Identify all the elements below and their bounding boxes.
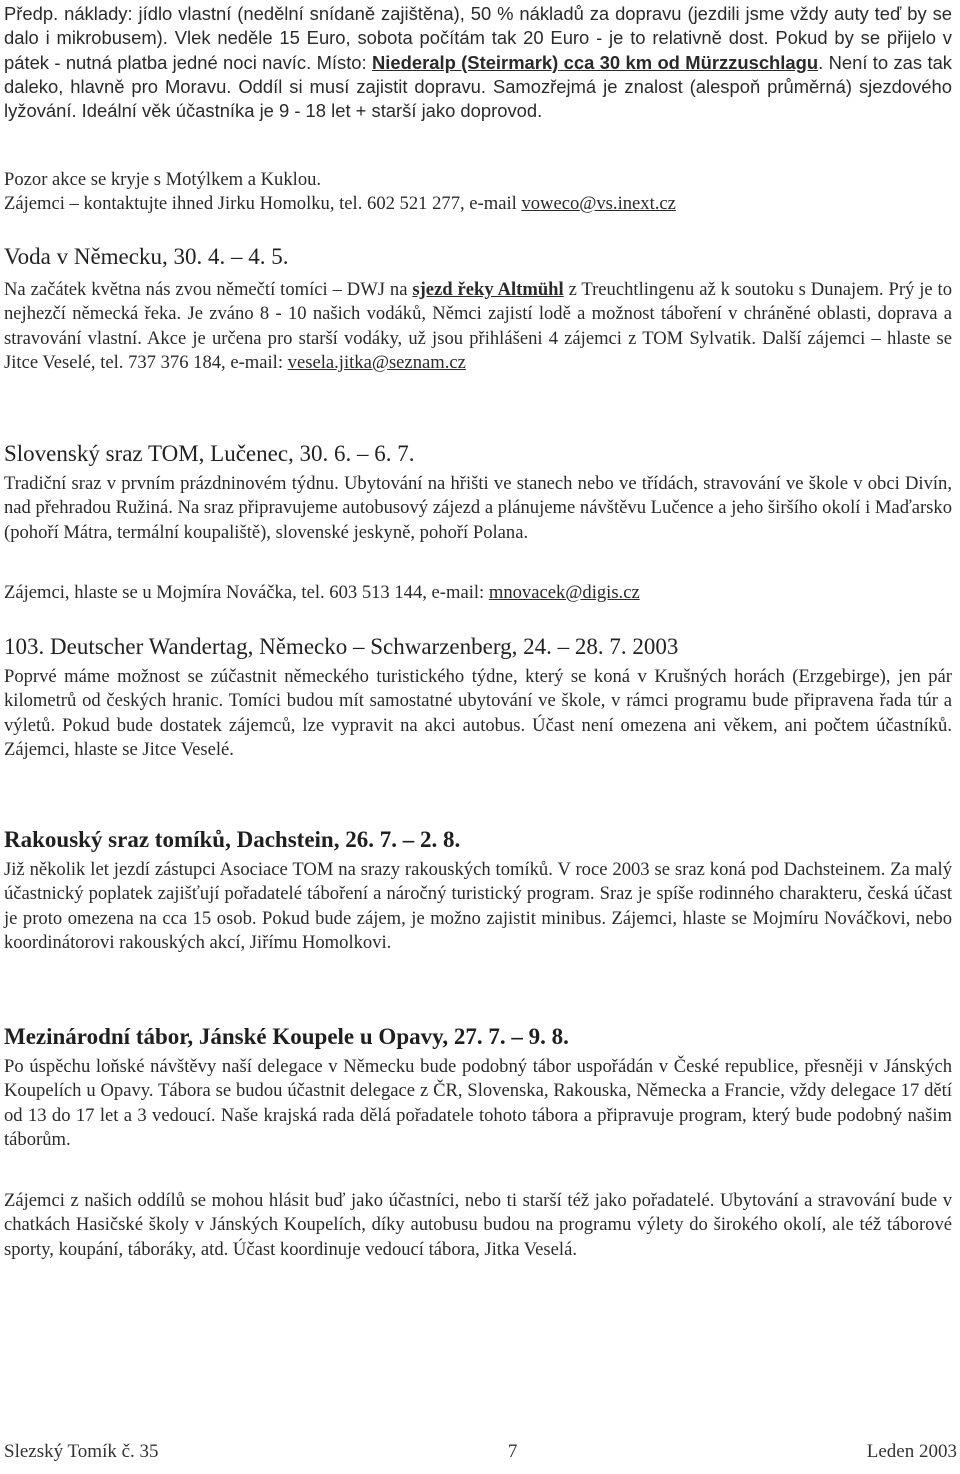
location-place: Niederalp (Steirmark) cca 30 km od Mürzzuschlagu (372, 51, 819, 73)
location-label: Místo: (316, 51, 373, 73)
slovensky-heading: Slovenský sraz TOM, Lučenec, 30. 6. – 6. 7. (4, 441, 415, 466)
slovensky-paragraph (4, 472, 952, 545)
footer-publication: Slezský Tomík č. 35 (4, 1441, 159, 1462)
voda-email-link[interactable]: vesela.jitka@seznam.cz (287, 351, 466, 373)
rakousky-heading: Rakouský sraz tomíků, Dachstein, 26. 7. – 2. 8. (4, 827, 461, 852)
slovensky-contact (4, 581, 952, 605)
voda-river-link[interactable]: sjezd řeky Altmühl (412, 279, 564, 300)
footer-date: Leden 2003 (866, 1441, 957, 1462)
cost-text: Předp. náklady: jídlo vlastní (nedělní snídaně zajištěna), 50 % nákladů za dopravu (jezdili jsme vždy auty teď by se dalo i mikrobusem). Vlek neděle 15 Euro, sobota počítám tak 20 Euro - je to relativně dost. Pokud by se přijelo v pátek - nutná platba jedné noci navíc. (4, 3, 952, 73)
footer-page-number: 7 (507, 1441, 518, 1462)
contact-email-link[interactable]: voweco@vs.inext.cz (521, 193, 676, 214)
voda-text-b: z Treuchtlingenu až k soutoku s Dunajem. Prý je to nejhezčí německá řeka. Je zváno 8 - 10 našich vodáků, Němci zajistí lodě a možnost táboření v chráněné oblasti, doprava a stravování vlastní. Akce je určena pro starší vodáky, už jsou přihlášeni 4 zájemci z TOM Sylvatik. Další zájemci – hlaste se Jitce Veselé, tel. 737 376 184, e-mail: (4, 279, 953, 373)
intro-paragraph (4, 2, 952, 123)
wandertag-paragraph (4, 665, 952, 762)
contact-paragraph (4, 192, 952, 216)
mezinarodni-heading: Mezinárodní tábor, Jánské Koupele u Opavy, 27. 7. – 9. 8. (4, 1024, 569, 1049)
contact-text: Zájemci – kontaktujte ihned Jirku Homolku, tel. 602 521 277, e-mail (4, 193, 522, 214)
wandertag-heading: 103. Deutscher Wandertag, Německo – Schwarzenberg, 24. – 28. 7. 2003 (4, 634, 679, 659)
location-details: . Není to zas tak daleko, hlavně pro Moravu. Oddíl si musí zajistit dopravu. Samozřejmá je znalost (alespoň průměrná) sjezdového lyžování. Ideální věk účastníka je 9 - 18 let + starší jako doprovod. (4, 51, 952, 122)
slovensky-email-link[interactable]: mnovacek@digis.cz (488, 582, 640, 603)
mezinarodni-paragraph-2 (4, 1189, 952, 1262)
voda-paragraph (4, 278, 952, 375)
mezinarodni-text: Po úspěchu loňské návštěvy naší delegace v Německu bude podobný tábor uspořádán v České republice, přesněji v Jánských Koupelích u Opavy. Tábora se budou účastnit delegace z ČR, Slovenska, Rakouska, Německa a Francie, vždy delegace 17 dětí od 13 do 17 let a 3 vedoucí. Naše krajská rada dělá pořadatele tohoto tábora a připravuje program, který bude podobný našim táborům. (4, 1056, 952, 1150)
voda-heading: Voda v Německu, 30. 4. – 4. 5. (4, 244, 289, 269)
warning-text: Pozor akce se kryje s Motýlkem a Kuklou. (4, 169, 322, 190)
slovensky-contact-text: Zájemci, hlaste se u Mojmíra Nováčka, tel. 603 513 144, e-mail: (4, 582, 489, 603)
wandertag-text: Poprvé máme možnost se zúčastnit německého turistického týdne, který se koná v Krušných horách (Erzgebirge), jen pár kilometrů od českých hranic. Tomíci budou mít samostatné ubytování ve škole, v rámci programu bude připravena řada túr a výletů. Pokud bude dostatek zájemců, lze vypravit na akci autobus. Účast není omezena ani věkem, ani počtem účastníků. Zájemci, hlaste se Jitce Veselé. (4, 666, 952, 760)
slovensky-text: Tradiční sraz v prvním prázdninovém týdnu. Ubytování na hřišti ve stanech nebo ve třídách, stravování ve škole v obci Divín, nad přehradou Ružiná. Na sraz připravujeme autobusový zájezd a plánujeme návštěvu Lučence a jeho širšího okolí i Maďarsko (pohoří Mátra, termální koupaliště), slovenské jeskyně, pohoří Polana. (4, 473, 952, 543)
rakousky-text: Již několik let jezdí zástupci Asociace TOM na srazy rakouských tomíků. V roce 2003 se sraz koná pod Dachsteinem. Za malý účastnický poplatek zajišťují pořadatelé táboření a náročný turistický program. Sraz je spíše rodinného charakteru, česká účast je proto omezena na cca 15 osob. Pokud bude zájem, je možno zajistit minibus. Zájemci, hlaste se Mojmíru Nováčkovi, nebo koordinátorovi rakouských akcí, Jiřímu Homolkovi. (4, 859, 952, 953)
voda-text-a: Na začátek května nás zvou němečtí tomíci – DWJ na (4, 279, 413, 300)
rakousky-paragraph (4, 858, 952, 955)
warning-paragraph (4, 168, 952, 192)
mezinarodni-text-2: Zájemci z našich oddílů se mohou hlásit buď jako účastníci, nebo ti starší též jako pořadatelé. Ubytování a stravování bude v chatkách Hasičské školy v Jánských Koupelích, díky autobusu budou na programu výlety do širokého okolí, ale též táborové sporty, koupání, táboráky, atd. Účast koordinuje vedoucí tábora, Jitka Veselá. (4, 1190, 952, 1260)
mezinarodni-paragraph (4, 1055, 952, 1152)
page-footer (4, 1440, 957, 1464)
